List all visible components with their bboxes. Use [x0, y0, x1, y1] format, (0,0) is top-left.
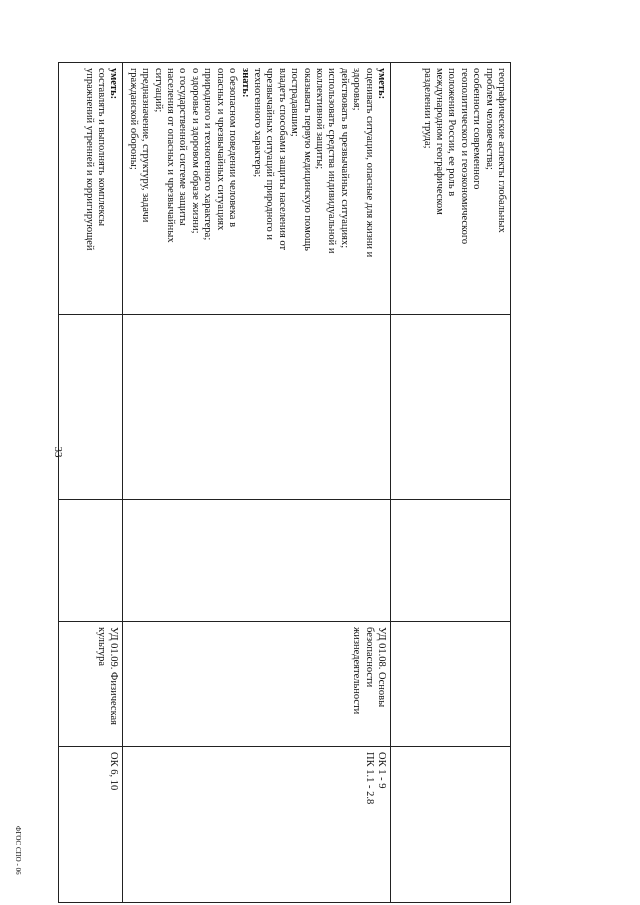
text-line: о государственной системе защиты: [177, 68, 189, 226]
text-line: жизнедеятельности: [351, 627, 363, 715]
text-line: составлять и выполнять комплексы: [96, 68, 108, 227]
page-number: 33: [52, 446, 64, 458]
empty-cell: [123, 500, 391, 622]
text-line: упражнений утренней и корригирующей: [83, 68, 95, 251]
text-line: чрезвычайных ситуаций природного и: [264, 68, 276, 241]
cell-competencies-physical-culture: [59, 747, 123, 903]
text-line: оценивать ситуации, опасные для жизни и: [363, 68, 375, 258]
empty-cell: [391, 747, 511, 903]
text-line: опасных и чрезвычайных ситуациях: [214, 68, 226, 231]
text-line: природного и техногенного характера;: [202, 68, 214, 241]
text-line: ОК 6, 10: [108, 752, 120, 791]
text-line: ПК 1.1 - 2.8: [363, 752, 375, 805]
text-line: положения России, ее роль в: [446, 68, 458, 197]
text-line: международном географическом: [433, 68, 445, 215]
footer-code: ФГОС СПО - 06: [14, 826, 22, 875]
text-line: географические аспекты глобальных: [496, 68, 507, 233]
cell-discipline-physical-culture: [59, 622, 123, 747]
empty-cell: [123, 315, 391, 500]
text-line: проблем человечества;: [483, 68, 495, 170]
table-row: [391, 63, 511, 903]
text-line: разделении труда;: [421, 68, 433, 149]
text-line: коллективной защиты;: [313, 68, 325, 170]
table-row: [59, 63, 123, 903]
cell-discipline-life-safety: [123, 622, 391, 747]
cell-life-safety-skills: [123, 63, 391, 315]
text-line: техногенного характера;: [251, 68, 263, 178]
text-line: предназначение, структуру, задачи: [140, 68, 152, 223]
text-line: ситуаций;: [152, 68, 164, 113]
empty-cell: [59, 500, 123, 622]
text-line: действовать в чрезвычайных ситуациях;: [338, 68, 350, 249]
text-line: особенности современного: [471, 68, 483, 190]
text-line: культура: [96, 627, 108, 666]
text-line: владеть способами защиты населения от: [276, 68, 288, 251]
rotated-page: [61, 62, 511, 902]
umet-label: уметь:: [376, 68, 387, 100]
cell-geography-knowledge: [391, 63, 511, 315]
cell-competencies-life-safety: [123, 747, 391, 903]
umet-label: уметь:: [108, 68, 120, 100]
text-line: ОК 1 - 9: [376, 752, 387, 789]
empty-cell: [391, 500, 511, 622]
text-line: оказывать первую медицинскую помощь: [301, 68, 313, 251]
text-line: о здоровье и здоровом образе жизни;: [189, 68, 201, 234]
text-line: безопасности: [363, 627, 375, 688]
competency-table: [58, 62, 511, 903]
text-line: геополитического и геоэкономического: [458, 68, 470, 245]
text-line: использовать средства индивидуальной и: [326, 68, 338, 254]
text-line: УД 01.08. Основы: [376, 627, 387, 708]
text-line: здоровья;: [351, 68, 363, 111]
text-line: гражданской обороны;: [127, 68, 139, 170]
text-line: УД 01.09. Физическая: [108, 627, 120, 726]
table-row: [123, 63, 391, 903]
text-line: пострадавшим;: [289, 68, 301, 137]
empty-cell: [391, 622, 511, 747]
text-line: населения от опасных и чрезвычайных: [165, 68, 177, 243]
empty-cell: [59, 315, 123, 500]
text-line: о безопасном поведении человека в: [227, 68, 239, 228]
cell-physical-culture-skills: [59, 63, 123, 315]
empty-cell: [391, 315, 511, 500]
znat-label: знать:: [239, 68, 251, 98]
